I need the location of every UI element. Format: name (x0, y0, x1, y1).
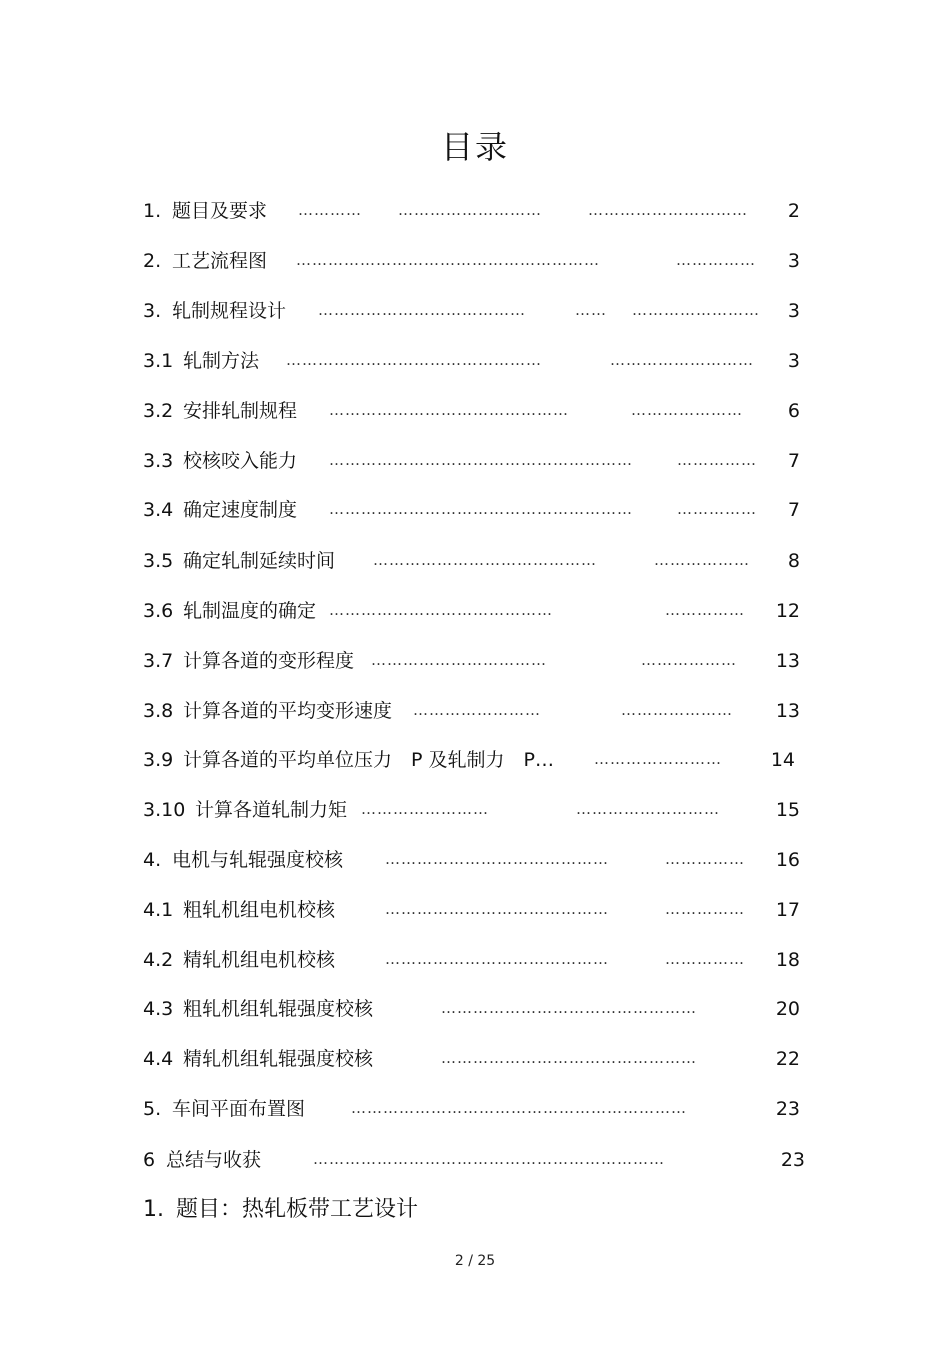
toc-entry-number: 1. (143, 200, 162, 222)
toc-entry-page: 6 (787, 400, 800, 422)
toc-entry-number: 6 (143, 1149, 156, 1171)
toc-leader-dots: ……………………… (398, 201, 542, 219)
toc-entry-page: 15 (775, 799, 800, 821)
toc-entry-label: 计算各道的平均变形速度 (183, 700, 393, 722)
toc-leader-dots: …………… (665, 601, 745, 619)
toc-entry-page: 13 (775, 650, 800, 672)
toc-entry-label: 确定轧制延续时间 (183, 550, 336, 572)
toc-leader-dots: ………………………………………… (286, 351, 542, 369)
total-pages: 25 (477, 1253, 496, 1269)
toc-leader-dots: ……………… (641, 651, 737, 669)
toc-leader-dots: ………………………………………………………… (313, 1150, 665, 1168)
toc-entry[interactable] (143, 497, 805, 523)
toc-entry-number: 4.2 (143, 949, 174, 971)
toc-entry[interactable] (143, 847, 805, 873)
toc-entry-number: 4.1 (143, 899, 174, 921)
toc-entry-page: 14 (770, 749, 795, 771)
toc-entry-number: 4. (143, 849, 162, 871)
section-heading-number: 1. (143, 1197, 164, 1222)
toc-leader-dots: …………… (677, 451, 757, 469)
toc-entry-page: 7 (787, 499, 800, 521)
toc-entry-label: 精轧机组电机校核 (183, 949, 336, 971)
toc-leader-dots: …………… (677, 500, 757, 518)
toc-entry-page: 13 (775, 700, 800, 722)
toc-entry-label: 电机与轧辊强度校核 (172, 849, 344, 871)
toc-entry-number: 4.4 (143, 1048, 174, 1070)
toc-entry-page: 3 (787, 250, 800, 272)
toc-entry-number: 3.8 (143, 700, 174, 722)
toc-entry-number: 3.3 (143, 450, 174, 472)
toc-entry-page: 23 (775, 1098, 800, 1120)
toc-entry-label: 轧制规程设计 (172, 300, 287, 322)
toc-entry-number: 3.9 (143, 749, 174, 771)
toc-entry-number: 3.1 (143, 350, 174, 372)
toc-entry[interactable] (143, 598, 805, 624)
toc-leader-dots: ………………………………………………… (329, 451, 633, 469)
toc-leader-dots: …………………………………… (385, 950, 609, 968)
toc-entry-label: 轧制方法 (183, 350, 260, 372)
current-page: 2 (454, 1253, 464, 1269)
toc-entry[interactable] (143, 248, 805, 274)
toc-leader-dots: …………………… (632, 301, 760, 319)
toc-leader-dots: ……………………… (576, 800, 720, 818)
toc-entry[interactable] (143, 747, 805, 773)
toc-leader-dots: …………………… (594, 750, 722, 768)
toc-entry-page: 12 (775, 600, 800, 622)
toc-leader-dots: …………… (665, 900, 745, 918)
toc-entry-label: 精轧机组轧辊强度校核 (183, 1048, 374, 1070)
toc-leader-dots: …………………………… (371, 651, 547, 669)
toc-entry[interactable] (143, 698, 805, 724)
page-separator: / (468, 1253, 473, 1269)
toc-entry[interactable] (143, 897, 805, 923)
toc-leader-dots: ………………… (631, 401, 743, 419)
toc-entry-number: 3.7 (143, 650, 174, 672)
toc-leader-dots: …… (575, 301, 607, 319)
toc-entry[interactable] (143, 548, 805, 574)
toc-entry-page: 17 (775, 899, 800, 921)
toc-entry-number: 5. (143, 1098, 162, 1120)
toc-entry[interactable] (143, 398, 805, 424)
toc-leader-dots: …………………………………… (373, 551, 597, 569)
toc-leader-dots: …………………… (413, 701, 541, 719)
toc-leader-dots: …………… (665, 850, 745, 868)
toc-entry-label: 计算各道轧制力矩 (195, 799, 348, 821)
toc-entry-label: 粗轧机组轧辊强度校核 (183, 998, 374, 1020)
toc-entry-label: 总结与收获 (166, 1149, 262, 1171)
toc-entry[interactable] (143, 947, 805, 973)
toc-entry-label: 题目及要求 (172, 200, 268, 222)
toc-entry-number: 3.6 (143, 600, 174, 622)
toc-entry[interactable] (143, 198, 805, 224)
toc-entry-label: 安排轧制规程 (183, 400, 298, 422)
toc-entry[interactable] (143, 448, 805, 474)
toc-entry-page: 2 (787, 200, 800, 222)
toc-entry-label: 确定速度制度 (183, 499, 298, 521)
toc-entry[interactable] (143, 1046, 805, 1072)
toc-entry[interactable] (143, 348, 805, 374)
toc-entry[interactable] (143, 648, 805, 674)
toc-entry-page: 18 (775, 949, 800, 971)
toc-entry-page: 23 (780, 1149, 805, 1171)
toc-entry-number: 3. (143, 300, 162, 322)
toc-entry-page: 20 (775, 998, 800, 1020)
toc-leader-dots: ………………………… (588, 201, 748, 219)
toc-leader-dots: …………………… (361, 800, 489, 818)
toc-leader-dots: …………………………………… (385, 900, 609, 918)
toc-entry-label: 车间平面布置图 (172, 1098, 306, 1120)
toc-entry[interactable] (143, 797, 805, 823)
toc-entry-number: 2. (143, 250, 162, 272)
toc-entry-page: 22 (775, 1048, 800, 1070)
toc-leader-dots: ………………………………… (318, 301, 526, 319)
toc-leader-dots: ……………………………………… (329, 401, 569, 419)
toc-leader-dots: ……………………………………………………… (351, 1099, 687, 1117)
toc-entry-page: 3 (787, 350, 800, 372)
toc-entry-label: 计算各道的变形程度 (183, 650, 355, 672)
page-title: 目录 (440, 128, 509, 166)
toc-entry-number: 3.2 (143, 400, 174, 422)
toc-leader-dots: ……………… (654, 551, 750, 569)
section-heading-text: 题目：热轧板带工艺设计 (176, 1197, 419, 1222)
toc-leader-dots: ………… (298, 201, 362, 219)
toc-entry-label: 工艺流程图 (172, 250, 268, 272)
toc-entry-page: 16 (775, 849, 800, 871)
toc-leader-dots: …………………………………… (385, 850, 609, 868)
toc-entry[interactable] (143, 1147, 805, 1173)
toc-leader-dots: ………………… (621, 701, 733, 719)
toc-entry[interactable] (143, 298, 805, 324)
toc-entry-page: 7 (787, 450, 800, 472)
toc-leader-dots: …………………………………… (329, 601, 553, 619)
toc-entry-label: 校核咬入能力 (183, 450, 298, 472)
toc-leader-dots: ………………………………………………… (296, 251, 600, 269)
toc-entry[interactable] (143, 1096, 805, 1122)
toc-entry-label: 轧制温度的确定 (183, 600, 317, 622)
toc-entry-number: 3.10 (143, 799, 186, 821)
toc-leader-dots: …………… (676, 251, 756, 269)
section-heading (143, 1195, 430, 1225)
toc-leader-dots: ………………………………………… (441, 1049, 697, 1067)
toc-entry-page: 8 (787, 550, 800, 572)
toc-entry-number: 3.5 (143, 550, 174, 572)
toc-entry-number: 4.3 (143, 998, 174, 1020)
toc-entry-label: 计算各道的平均单位压力 P 及轧制力 P… (183, 749, 554, 771)
toc-leader-dots: ………………………………………… (441, 999, 697, 1017)
toc-leader-dots: …………… (665, 950, 745, 968)
toc-entry-label: 粗轧机组电机校核 (183, 899, 336, 921)
page-number-footer (0, 1252, 950, 1270)
toc-entry-page: 3 (787, 300, 800, 322)
toc-entry-number: 3.4 (143, 499, 174, 521)
toc-entry[interactable] (143, 996, 805, 1022)
toc-leader-dots: ……………………… (610, 351, 754, 369)
toc-leader-dots: ………………………………………………… (329, 500, 633, 518)
